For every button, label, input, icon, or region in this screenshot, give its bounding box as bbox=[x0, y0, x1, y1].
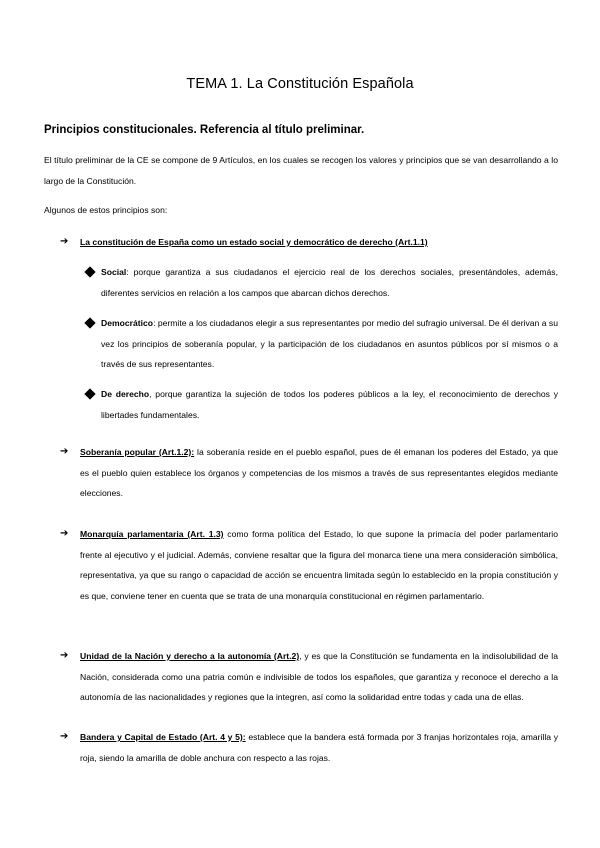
arrow-icon: ➔ bbox=[60, 236, 69, 247]
principle-title: Bandera y Capital de Estado (Art. 4 y 5): bbox=[80, 732, 246, 742]
bullet-item bbox=[86, 384, 558, 425]
principle-title: Unidad de la Nación y derecho a la autonomía (Art.2) bbox=[80, 651, 300, 661]
principle-item bbox=[60, 727, 558, 768]
principle-text bbox=[80, 727, 558, 768]
principle-description: , y es que la Constitución se fundamenta en la indisolubilidad de la Nación, considerada como una patria común e indivisible de todos los españoles, que garantiza y reconoce el derecho a la autonomía de las nacionalidades y regiones que la integren, así como la solidaridad entre todas y cada una de ellas. bbox=[80, 651, 558, 702]
arrow-icon: ➔ bbox=[60, 446, 69, 457]
bullet-item bbox=[86, 313, 558, 375]
principle-text bbox=[80, 442, 558, 504]
principle-item bbox=[60, 524, 558, 606]
bullet-label: Democrático bbox=[101, 318, 154, 328]
principle-text bbox=[80, 232, 558, 253]
principle-text bbox=[80, 646, 558, 708]
principle-item bbox=[60, 232, 558, 253]
bullet-label: De derecho bbox=[101, 389, 150, 399]
diamond-bullet-icon bbox=[84, 266, 95, 277]
principle-item bbox=[60, 442, 558, 504]
principle-description: establece que la bandera está formada por 3 franjas horizontales roja, amarilla y roja, siendo la amarilla de doble anchura con respecto a las rojas. bbox=[80, 732, 558, 763]
page-title: TEMA 1. La Constitución Española bbox=[186, 76, 414, 92]
bullet-label: Social bbox=[101, 267, 127, 277]
principle-title: Soberanía popular (Art.1.2): bbox=[80, 447, 195, 457]
diamond-bullet-icon bbox=[84, 388, 95, 399]
bullet-text bbox=[101, 384, 558, 425]
principle-item bbox=[60, 646, 558, 708]
principle-title: La constitución de España como un estado social y democrático de derecho (Art.1.1) bbox=[80, 237, 428, 247]
principle-description: la soberanía reside en el pueblo español, pues de él emanan los poderes del Estado, ya que es el pueblo quien establece los órganos y competencias de los mismos a través de sus representantes elegidos mediante elecciones. bbox=[80, 447, 558, 498]
arrow-icon: ➔ bbox=[60, 650, 69, 661]
intro-list-lead: Algunos de estos principios son: bbox=[44, 205, 168, 215]
bullet-item bbox=[86, 262, 558, 303]
principle-title: Monarquía parlamentaria (Art. 1.3) bbox=[80, 529, 224, 539]
arrow-icon: ➔ bbox=[60, 528, 69, 539]
bullet-description: : permite a los ciudadanos elegir a sus representantes por medio del sufragio universal. De él derivan a su vez los principios de soberanía popular, y la participación de los ciudadanos en asuntos públicos por sí mismos o a través de sus representantes. bbox=[101, 318, 558, 369]
bullet-description: : porque garantiza a sus ciudadanos el ejercicio real de los derechos sociales, presentándoles, además, diferentes servicios en relación a los campos que abarcan dichos derechos. bbox=[101, 267, 558, 298]
section-heading: Principios constitucionales. Referencia al título preliminar. bbox=[44, 124, 365, 136]
intro-paragraph: El título preliminar de la CE se compone de 9 Artículos, en los cuales se recogen los valores y principios que se van desarrollando a lo largo de la Constitución. bbox=[44, 155, 558, 186]
diamond-bullet-icon bbox=[84, 317, 95, 328]
bullet-text bbox=[101, 313, 558, 375]
principle-description: como forma política del Estado, lo que supone la primacía del poder parlamentario frente al ejecutivo y el judicial. Además, conviene resaltar que la figura del monarca tiene una mera consideración simbólica, representativa, ya que su rango o capacidad de acción se encuentra limitada según lo establecido en la propia constitución y es que, conviene tener en cuenta que se trata de una monarquía constitucional en régimen parlamentario. bbox=[80, 529, 558, 601]
principle-text bbox=[80, 524, 558, 606]
bullet-description: , porque garantiza la sujeción de todos los poderes públicos a la ley, el reconocimiento de derechos y libertades fundamentales. bbox=[101, 389, 559, 420]
bullet-text bbox=[101, 262, 558, 303]
arrow-icon: ➔ bbox=[60, 731, 69, 742]
